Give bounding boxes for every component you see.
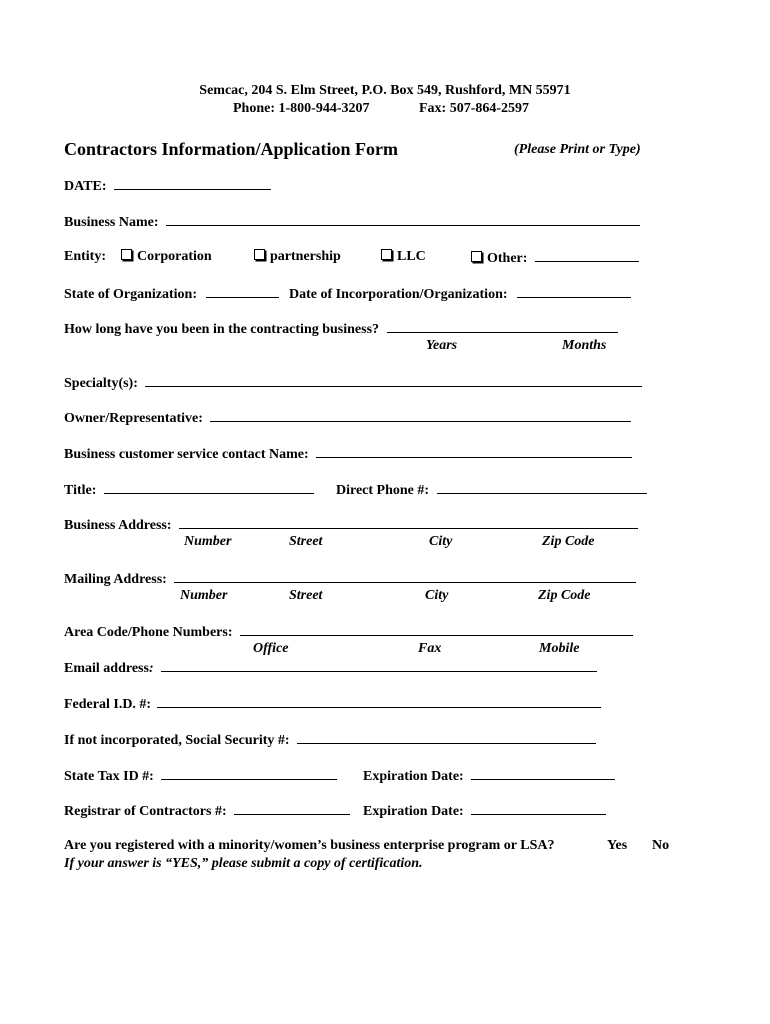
state-tax-expiration-group bbox=[363, 767, 615, 785]
date-field[interactable] bbox=[114, 177, 271, 190]
header-phone: Phone: 1-800-944-3207 bbox=[233, 101, 370, 116]
state-tax-label: State Tax ID #: bbox=[64, 769, 154, 784]
business-address-street: Street bbox=[289, 534, 323, 549]
ssn-label: If not incorporated, Social Security #: bbox=[64, 733, 290, 748]
mailing-address-field[interactable] bbox=[174, 570, 636, 583]
business-address-label: Business Address: bbox=[64, 518, 172, 533]
other-checkbox[interactable] bbox=[471, 251, 482, 262]
phone-mobile-sublabel: Mobile bbox=[539, 641, 580, 656]
title-label: Title: bbox=[64, 483, 97, 498]
corporation-label: Corporation bbox=[137, 249, 212, 264]
registrar-expiration-label: Expiration Date: bbox=[363, 804, 464, 819]
phone-office-sublabel: Office bbox=[253, 641, 289, 656]
form-title: Contractors Information/Application Form bbox=[64, 139, 398, 159]
how-long-row bbox=[64, 320, 618, 338]
state-tax-row bbox=[64, 767, 337, 785]
email-row bbox=[64, 659, 597, 677]
direct-phone-field[interactable] bbox=[437, 481, 647, 494]
specialty-label: Specialty(s): bbox=[64, 376, 138, 391]
phone-fax-sublabel: Fax bbox=[418, 641, 442, 656]
state-tax-field[interactable] bbox=[161, 767, 337, 780]
ssn-field[interactable] bbox=[297, 731, 596, 744]
cs-contact-label: Business customer service contact Name: bbox=[64, 447, 309, 462]
state-tax-expiration-field[interactable] bbox=[471, 767, 615, 780]
entity-label: Entity: bbox=[64, 249, 106, 264]
entity-other-option[interactable] bbox=[471, 249, 639, 267]
specialty-field[interactable] bbox=[145, 374, 642, 387]
phone-numbers-label: Area Code/Phone Numbers: bbox=[64, 625, 233, 640]
cs-contact-row bbox=[64, 445, 632, 463]
owner-row bbox=[64, 409, 631, 427]
direct-phone-group bbox=[336, 481, 647, 499]
direct-phone-label: Direct Phone #: bbox=[336, 483, 430, 498]
months-sublabel: Months bbox=[562, 338, 607, 353]
form-instruction: (Please Print or Type) bbox=[514, 142, 641, 157]
corporation-checkbox[interactable] bbox=[121, 249, 132, 260]
email-colon: : bbox=[148, 661, 154, 676]
state-org-label: State of Organization: bbox=[64, 287, 197, 302]
entity-partnership-option[interactable] bbox=[254, 249, 341, 265]
registrar-field[interactable] bbox=[234, 802, 350, 815]
registrar-expiration-group bbox=[363, 802, 606, 820]
federal-id-row bbox=[64, 695, 601, 713]
date-inc-label: Date of Incorporation/Organization: bbox=[288, 287, 508, 302]
title-row bbox=[64, 481, 314, 499]
other-label: Other: bbox=[487, 251, 528, 266]
how-long-label: How long have you been in the contracting business? bbox=[64, 322, 380, 337]
title-field[interactable] bbox=[104, 481, 314, 494]
mailing-address-zip: Zip Code bbox=[538, 588, 591, 603]
business-name-field[interactable] bbox=[166, 213, 640, 226]
owner-field[interactable] bbox=[210, 409, 631, 422]
business-address-city: City bbox=[429, 534, 453, 549]
cs-contact-field[interactable] bbox=[316, 445, 632, 458]
business-name-row bbox=[64, 213, 640, 231]
email-field[interactable] bbox=[161, 659, 597, 672]
mailing-address-label: Mailing Address: bbox=[64, 572, 167, 587]
business-address-zip: Zip Code bbox=[542, 534, 595, 549]
business-name-label: Business Name: bbox=[64, 215, 159, 230]
partnership-checkbox[interactable] bbox=[254, 249, 265, 260]
entity-corporation-option[interactable] bbox=[121, 249, 212, 265]
mailing-address-street: Street bbox=[289, 588, 323, 603]
mailing-address-number: Number bbox=[180, 588, 228, 603]
yes-option[interactable]: Yes bbox=[607, 838, 628, 853]
registrar-label: Registrar of Contractors #: bbox=[64, 804, 227, 819]
date-label: DATE: bbox=[64, 179, 107, 194]
phone-numbers-row bbox=[64, 623, 633, 641]
state-tax-expiration-label: Expiration Date: bbox=[363, 769, 464, 784]
no-option[interactable]: No bbox=[652, 838, 670, 853]
header-address: Semcac, 204 S. Elm Street, P.O. Box 549, Rushford, MN 55971 bbox=[199, 83, 571, 98]
mailing-address-row bbox=[64, 570, 636, 588]
header-fax: Fax: 507-864-2597 bbox=[419, 101, 530, 116]
llc-label: LLC bbox=[397, 249, 426, 264]
registrar-expiration-field[interactable] bbox=[471, 802, 606, 815]
email-label: Email address bbox=[64, 661, 149, 676]
business-address-row bbox=[64, 516, 638, 534]
minority-question: Are you registered with a minority/women’s business enterprise program or LSA? bbox=[64, 838, 555, 853]
business-address-number: Number bbox=[184, 534, 232, 549]
owner-label: Owner/Representative: bbox=[64, 411, 203, 426]
federal-id-field[interactable] bbox=[157, 695, 601, 708]
registrar-row bbox=[64, 802, 350, 820]
date-inc-field[interactable] bbox=[517, 285, 631, 298]
mailing-address-city: City bbox=[425, 588, 449, 603]
phone-numbers-field[interactable] bbox=[240, 623, 633, 636]
ssn-row bbox=[64, 731, 596, 749]
llc-checkbox[interactable] bbox=[381, 249, 392, 260]
date-row bbox=[64, 177, 271, 195]
how-long-field[interactable] bbox=[387, 320, 618, 333]
state-org-field[interactable] bbox=[206, 285, 279, 298]
partnership-label: partnership bbox=[270, 249, 341, 264]
business-address-field[interactable] bbox=[179, 516, 638, 529]
specialty-row bbox=[64, 374, 642, 392]
state-org-row bbox=[64, 285, 631, 303]
federal-id-label: Federal I.D. #: bbox=[64, 697, 152, 712]
years-sublabel: Years bbox=[426, 338, 458, 353]
yes-note: If your answer is “YES,” please submit a copy of certification. bbox=[64, 856, 423, 871]
entity-llc-option[interactable] bbox=[381, 249, 426, 265]
other-field[interactable] bbox=[535, 249, 639, 262]
